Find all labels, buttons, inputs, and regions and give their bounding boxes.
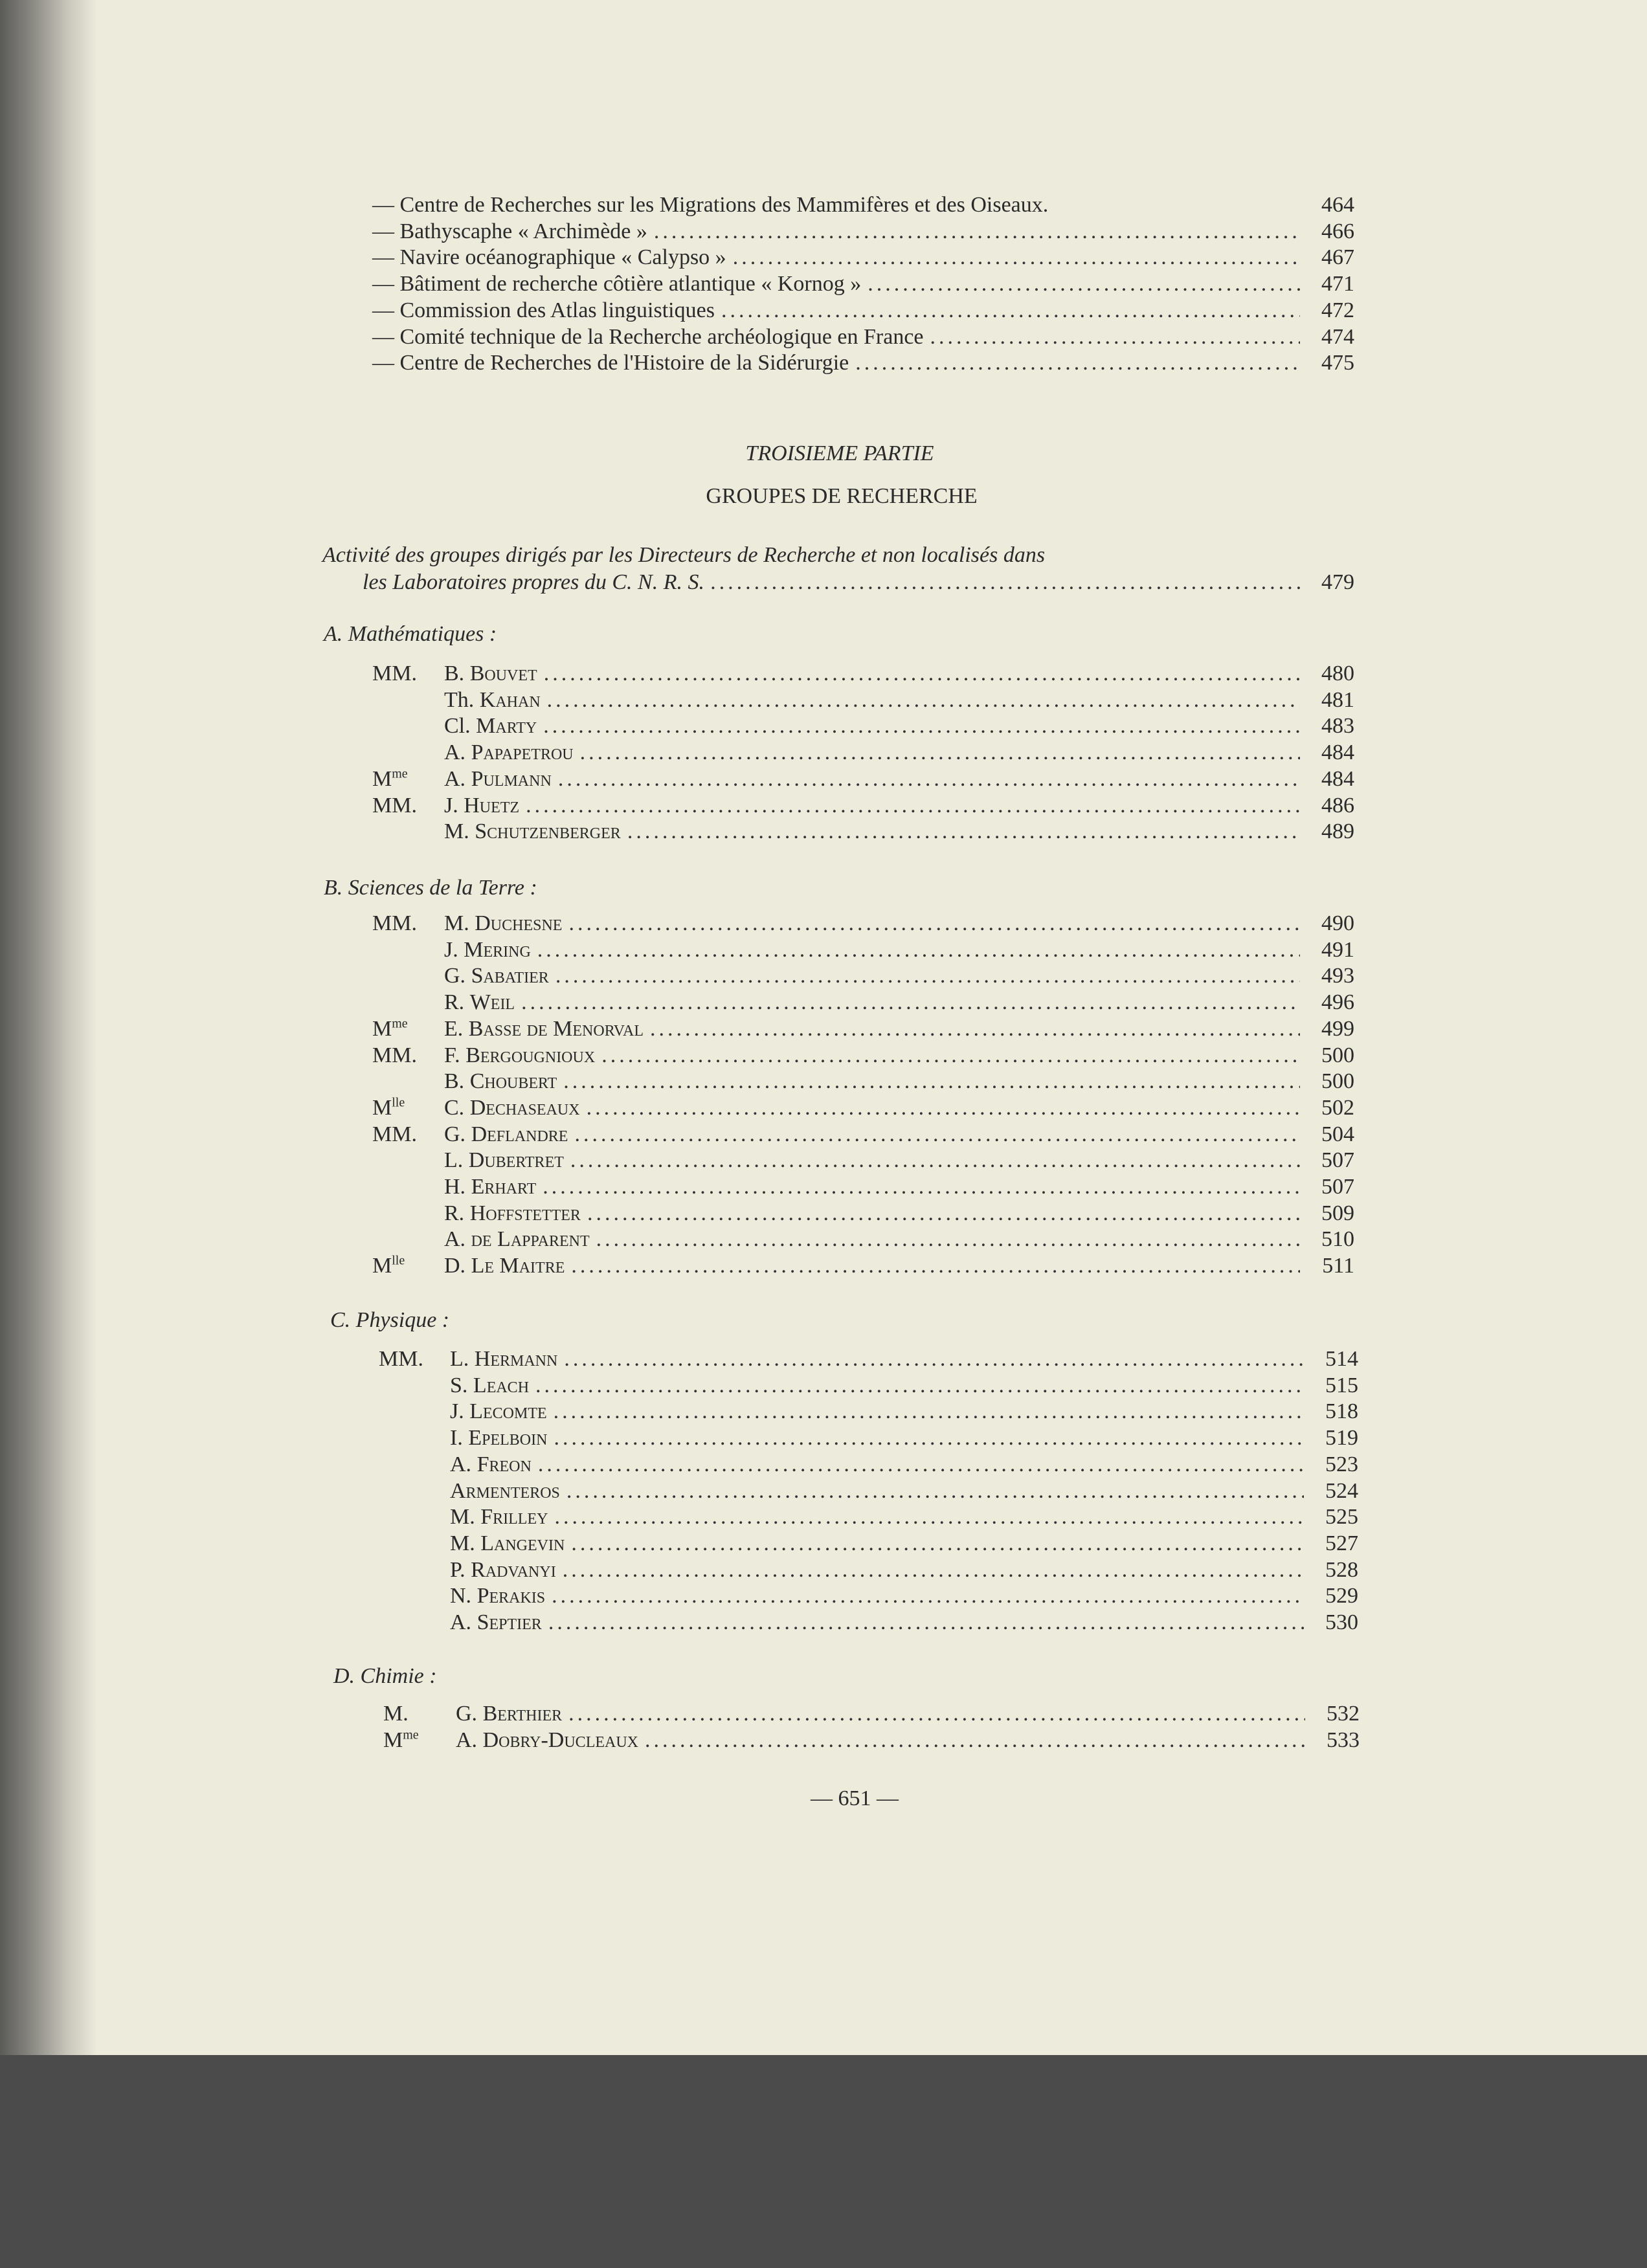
researcher-entry bbox=[372, 1227, 1354, 1253]
honorific-text: M bbox=[372, 1095, 392, 1120]
honorific-text: MM. bbox=[372, 911, 417, 935]
page-ref: 479 bbox=[1321, 570, 1354, 594]
researcher-entry bbox=[372, 1069, 1354, 1095]
toc-entry bbox=[372, 271, 1354, 298]
researcher-entry bbox=[379, 1504, 1358, 1531]
surname: Mering bbox=[464, 937, 531, 962]
page-number: — 651 — bbox=[811, 1786, 899, 1810]
initials: J. bbox=[450, 1399, 464, 1424]
honorific bbox=[372, 1016, 444, 1043]
initials: A. bbox=[450, 1452, 472, 1476]
researcher-name bbox=[444, 819, 621, 845]
leader-dots bbox=[535, 1373, 1304, 1399]
researcher-entry bbox=[379, 1452, 1358, 1478]
researcher-entry bbox=[379, 1557, 1358, 1584]
researcher-entry bbox=[372, 1148, 1354, 1174]
researcher-name bbox=[444, 713, 537, 740]
initials: Cl. bbox=[444, 714, 471, 739]
leader-dots bbox=[526, 793, 1300, 819]
researcher-entry bbox=[379, 1346, 1358, 1373]
entry-label: — Bathyscaphe « Archimède » bbox=[372, 219, 647, 243]
leader-dots bbox=[563, 1557, 1304, 1584]
intro-text: Activité des groupes dirigés par les Directeurs de Recherche et non localisés dans bbox=[322, 543, 1046, 567]
researcher-name bbox=[450, 1583, 545, 1610]
honorific-superscript: me bbox=[403, 1728, 419, 1742]
leader-dots bbox=[554, 1425, 1304, 1452]
honorific bbox=[372, 1253, 444, 1280]
surname: Leach bbox=[473, 1373, 530, 1397]
researcher-entry bbox=[379, 1583, 1358, 1610]
page-ref: 490 bbox=[1321, 911, 1354, 935]
page-ref: 483 bbox=[1321, 714, 1354, 739]
page-ref: 486 bbox=[1321, 793, 1354, 817]
researcher-name bbox=[450, 1399, 547, 1425]
surname: de Lapparent bbox=[471, 1227, 590, 1252]
page-ref: 480 bbox=[1321, 662, 1354, 685]
researcher-entry bbox=[372, 819, 1354, 845]
researcher-entry bbox=[379, 1399, 1358, 1425]
entry-label: — Comité technique de la Recherche archéologique en France bbox=[372, 324, 924, 349]
initials: M. bbox=[450, 1505, 475, 1529]
honorific-text: M bbox=[372, 1254, 392, 1278]
honorific bbox=[372, 1122, 444, 1148]
researcher-entry bbox=[379, 1610, 1358, 1636]
researcher-entry bbox=[372, 1253, 1354, 1280]
researcher-name bbox=[450, 1531, 565, 1557]
initials: R. bbox=[444, 990, 465, 1015]
researcher-name bbox=[444, 1069, 557, 1095]
initials: G. bbox=[444, 964, 466, 988]
honorific bbox=[383, 1728, 456, 1754]
researcher-name bbox=[444, 1227, 590, 1253]
researcher-name bbox=[450, 1373, 529, 1399]
leader-dots bbox=[645, 1728, 1305, 1754]
surname: Dobry-Ducleaux bbox=[482, 1728, 639, 1752]
honorific-superscript: me bbox=[392, 1016, 408, 1031]
initials: A. bbox=[450, 1610, 472, 1634]
initials: A. bbox=[444, 740, 466, 765]
researcher-name bbox=[444, 937, 531, 964]
researcher-name bbox=[444, 1043, 595, 1069]
leader-dots bbox=[654, 219, 1300, 245]
page-ref: 464 bbox=[1321, 193, 1354, 217]
honorific-text: MM. bbox=[372, 1043, 417, 1067]
researcher-entry bbox=[372, 1043, 1354, 1069]
surname: Duchesne bbox=[475, 911, 563, 935]
researcher-entry bbox=[372, 990, 1354, 1016]
researcher-name bbox=[450, 1478, 560, 1505]
researcher-name bbox=[450, 1504, 548, 1531]
researcher-name bbox=[444, 1016, 644, 1043]
researcher-name bbox=[444, 1095, 580, 1122]
entry-label: — Centre de Recherches sur les Migrations des Mammifères et des Oiseaux. bbox=[372, 193, 1049, 217]
surname: Schutzenberger bbox=[475, 819, 621, 844]
initials: Th. bbox=[444, 687, 475, 712]
researcher-name bbox=[444, 990, 515, 1016]
toc-entry bbox=[372, 245, 1354, 271]
initials: A. bbox=[444, 1227, 466, 1252]
intro-text: les Laboratoires propres du C. N. R. S. bbox=[363, 570, 704, 594]
surname: Basse de Menorval bbox=[468, 1016, 644, 1041]
researcher-entry bbox=[379, 1373, 1358, 1399]
researcher-name bbox=[456, 1728, 638, 1754]
page-ref: 528 bbox=[1325, 1557, 1358, 1582]
leader-dots bbox=[538, 1452, 1304, 1478]
initials: M. bbox=[450, 1531, 475, 1555]
initials: N. bbox=[450, 1584, 472, 1608]
page-ref: 527 bbox=[1325, 1531, 1358, 1555]
researcher-name bbox=[450, 1425, 547, 1452]
surname: Langevin bbox=[480, 1531, 565, 1555]
researcher-name bbox=[450, 1452, 532, 1478]
honorific bbox=[372, 661, 444, 687]
page-ref: 504 bbox=[1321, 1122, 1354, 1146]
honorific-text: MM. bbox=[372, 1122, 417, 1146]
initials: S. bbox=[450, 1373, 468, 1397]
section-heading: A. Mathématiques : bbox=[324, 622, 497, 646]
surname: Lecomte bbox=[469, 1399, 547, 1424]
honorific bbox=[372, 911, 444, 937]
researcher-entry bbox=[372, 793, 1354, 819]
entry-label: — Navire océanographique « Calypso » bbox=[372, 245, 726, 270]
researcher-entry bbox=[372, 661, 1354, 687]
surname: Hoffstetter bbox=[469, 1201, 581, 1225]
page-ref: 489 bbox=[1321, 819, 1354, 844]
initials: A. bbox=[456, 1728, 478, 1752]
leader-dots bbox=[568, 1701, 1305, 1728]
book-binding-shadow bbox=[0, 0, 97, 2055]
page-ref: 472 bbox=[1321, 298, 1354, 322]
leader-dots bbox=[733, 245, 1300, 271]
surname: Choubert bbox=[469, 1069, 557, 1094]
initials: E. bbox=[444, 1016, 464, 1041]
leader-dots bbox=[552, 1583, 1304, 1610]
page-ref: 509 bbox=[1321, 1201, 1354, 1225]
initials: M. bbox=[444, 819, 469, 844]
leader-dots bbox=[547, 687, 1300, 714]
leader-dots bbox=[568, 911, 1300, 937]
initials: H. bbox=[444, 1175, 466, 1199]
page-ref: 466 bbox=[1321, 219, 1354, 243]
researcher-name bbox=[444, 911, 562, 937]
researcher-entry bbox=[372, 1095, 1354, 1122]
page-ref: 507 bbox=[1321, 1148, 1354, 1173]
researcher-entry bbox=[372, 963, 1354, 990]
leader-dots bbox=[521, 990, 1300, 1016]
honorific bbox=[383, 1701, 456, 1728]
surname: Sabatier bbox=[471, 964, 549, 988]
leader-dots bbox=[711, 570, 1300, 596]
initials: M. bbox=[444, 911, 469, 935]
honorific-superscript: me bbox=[392, 766, 408, 781]
page-ref: 502 bbox=[1321, 1095, 1354, 1120]
leader-dots bbox=[930, 324, 1300, 351]
part-subtitle: GROUPES DE RECHERCHE bbox=[706, 484, 978, 508]
toc-entry bbox=[372, 219, 1354, 245]
surname: Hermann bbox=[474, 1347, 558, 1371]
researcher-name bbox=[444, 1174, 536, 1201]
surname: Kahan bbox=[479, 687, 541, 712]
surname: Erhart bbox=[471, 1175, 537, 1199]
honorific-superscript: lle bbox=[392, 1095, 405, 1110]
researcher-entry bbox=[372, 1201, 1354, 1227]
initials: C. bbox=[444, 1095, 465, 1120]
researcher-name bbox=[456, 1701, 562, 1728]
page-ref: 507 bbox=[1321, 1175, 1354, 1199]
surname: Septier bbox=[476, 1610, 542, 1634]
page-ref: 511 bbox=[1322, 1254, 1354, 1278]
leader-dots bbox=[571, 1253, 1300, 1280]
leader-dots bbox=[721, 298, 1300, 324]
page-ref: 475 bbox=[1321, 351, 1354, 375]
researcher-entry bbox=[372, 1016, 1354, 1043]
surname: Papapetrou bbox=[471, 740, 574, 765]
researcher-entry bbox=[372, 766, 1354, 793]
page-ref: 481 bbox=[1321, 687, 1354, 712]
initials: B. bbox=[444, 1069, 465, 1094]
honorific bbox=[372, 766, 444, 793]
honorific-text: MM. bbox=[379, 1347, 423, 1371]
leader-dots bbox=[554, 1504, 1304, 1531]
initials: G. bbox=[456, 1702, 478, 1726]
initials: L. bbox=[444, 1148, 464, 1173]
honorific-text: M bbox=[383, 1728, 403, 1752]
surname: Marty bbox=[476, 714, 537, 739]
researcher-entry bbox=[383, 1728, 1360, 1754]
page-ref: 523 bbox=[1325, 1452, 1358, 1476]
surname: Pulmann bbox=[471, 766, 552, 791]
surname: Deflandre bbox=[471, 1122, 568, 1146]
researcher-name bbox=[444, 687, 541, 714]
researcher-entry bbox=[372, 687, 1354, 714]
toc-entry bbox=[372, 324, 1354, 351]
initials: P. bbox=[450, 1557, 465, 1582]
honorific bbox=[372, 1095, 444, 1122]
surname: Frilley bbox=[480, 1505, 548, 1529]
page-ref: 514 bbox=[1325, 1347, 1358, 1371]
leader-dots bbox=[544, 661, 1300, 687]
page-ref: 493 bbox=[1321, 964, 1354, 988]
page-ref: 510 bbox=[1321, 1227, 1354, 1252]
researcher-name bbox=[444, 1253, 565, 1280]
researcher-name bbox=[444, 1122, 568, 1148]
surname: Epelboin bbox=[468, 1426, 548, 1451]
leader-dots bbox=[537, 937, 1300, 964]
surname: Weil bbox=[469, 990, 515, 1015]
leader-dots bbox=[566, 1478, 1304, 1505]
researcher-name bbox=[444, 793, 519, 819]
researcher-entry bbox=[372, 713, 1354, 740]
leader-dots bbox=[855, 350, 1300, 377]
leader-dots bbox=[555, 963, 1300, 990]
leader-dots bbox=[564, 1346, 1304, 1373]
page-ref: 474 bbox=[1321, 324, 1354, 349]
leader-dots bbox=[571, 1531, 1304, 1557]
page-ref: 500 bbox=[1321, 1043, 1354, 1067]
honorific-text: M. bbox=[383, 1702, 409, 1726]
surname: Berthier bbox=[482, 1702, 563, 1726]
leader-dots bbox=[587, 1201, 1300, 1227]
researcher-name bbox=[444, 766, 552, 793]
page-ref: 467 bbox=[1321, 245, 1354, 270]
surname: Bouvet bbox=[469, 662, 537, 685]
researcher-entry bbox=[372, 1174, 1354, 1201]
section-heading: B. Sciences de la Terre : bbox=[324, 876, 537, 900]
leader-dots bbox=[543, 1174, 1300, 1201]
toc-entry bbox=[372, 298, 1354, 324]
toc-entry bbox=[372, 192, 1354, 219]
surname: Armenteros bbox=[450, 1478, 560, 1503]
leader-dots bbox=[570, 1148, 1300, 1174]
page-ref: 500 bbox=[1321, 1069, 1354, 1094]
honorific-text: M bbox=[372, 766, 392, 791]
page-ref: 524 bbox=[1325, 1478, 1358, 1503]
surname: Huetz bbox=[464, 793, 520, 817]
surname: Bergougnioux bbox=[465, 1043, 596, 1067]
researcher-name bbox=[450, 1346, 557, 1373]
initials: A. bbox=[444, 766, 466, 791]
researcher-entry bbox=[372, 911, 1354, 937]
leader-dots bbox=[574, 1122, 1300, 1148]
researcher-entry bbox=[379, 1531, 1358, 1557]
researcher-entry bbox=[379, 1478, 1358, 1505]
surname: Radvanyi bbox=[471, 1557, 556, 1582]
leader-dots bbox=[868, 271, 1300, 298]
surname: Dubertret bbox=[468, 1148, 564, 1173]
intro-line-2 bbox=[363, 570, 1354, 596]
honorific-text: MM. bbox=[372, 662, 417, 685]
leader-dots bbox=[650, 1016, 1300, 1043]
toc-entry bbox=[372, 350, 1354, 377]
initials: G. bbox=[444, 1122, 466, 1146]
part-title: TROISIEME PARTIE bbox=[745, 441, 934, 465]
page-ref: 496 bbox=[1321, 990, 1354, 1015]
page-ref: 525 bbox=[1325, 1505, 1358, 1529]
page-ref: 533 bbox=[1327, 1728, 1360, 1752]
page-ref: 499 bbox=[1321, 1016, 1354, 1041]
researcher-entry bbox=[372, 937, 1354, 964]
page-ref: 519 bbox=[1325, 1426, 1358, 1451]
entry-label: — Centre de Recherches de l'Histoire de la Sidérurgie bbox=[372, 351, 849, 375]
leader-dots bbox=[548, 1610, 1304, 1636]
honorific-superscript: lle bbox=[392, 1253, 405, 1268]
leader-dots bbox=[554, 1399, 1304, 1425]
researcher-entry bbox=[372, 740, 1354, 766]
page-ref: 529 bbox=[1325, 1584, 1358, 1608]
surname: Dechaseaux bbox=[469, 1095, 580, 1120]
researcher-name bbox=[444, 1201, 581, 1227]
page-ref: 518 bbox=[1325, 1399, 1358, 1424]
researcher-name bbox=[444, 963, 549, 990]
initials: L. bbox=[450, 1347, 469, 1371]
initials: F. bbox=[444, 1043, 460, 1067]
page-ref: 484 bbox=[1321, 740, 1354, 765]
page-ref: 530 bbox=[1325, 1610, 1358, 1634]
researcher-name bbox=[444, 740, 574, 766]
page-ref: 515 bbox=[1325, 1373, 1358, 1397]
researcher-name bbox=[444, 661, 537, 687]
surname: Le Maitre bbox=[471, 1254, 565, 1278]
page-ref: 484 bbox=[1321, 766, 1354, 791]
entry-label: — Bâtiment de recherche côtière atlantique « Kornog » bbox=[372, 272, 862, 296]
initials: D. bbox=[444, 1254, 466, 1278]
honorific-text: M bbox=[372, 1016, 392, 1041]
page-ref: 532 bbox=[1327, 1702, 1360, 1726]
leader-dots bbox=[601, 1043, 1300, 1069]
page-ref: 471 bbox=[1321, 272, 1354, 296]
honorific bbox=[379, 1346, 450, 1373]
leader-dots bbox=[587, 1095, 1300, 1122]
leader-dots bbox=[580, 740, 1300, 766]
researcher-name bbox=[450, 1610, 542, 1636]
honorific bbox=[372, 1043, 444, 1069]
initials: R. bbox=[444, 1201, 465, 1225]
initials: J. bbox=[444, 793, 458, 817]
honorific-text: MM. bbox=[372, 793, 417, 817]
researcher-name bbox=[450, 1557, 556, 1584]
section-heading: D. Chimie : bbox=[333, 1664, 437, 1688]
entry-label: — Commission des Atlas linguistiques bbox=[372, 298, 715, 322]
leader-dots bbox=[543, 713, 1300, 740]
leader-dots bbox=[596, 1227, 1300, 1253]
initials: J. bbox=[444, 937, 458, 962]
surname: Freon bbox=[476, 1452, 532, 1476]
honorific bbox=[372, 793, 444, 819]
intro-line-1 bbox=[322, 542, 1358, 569]
initials: B. bbox=[444, 662, 465, 685]
researcher-entry bbox=[372, 1122, 1354, 1148]
page-ref: 491 bbox=[1321, 937, 1354, 962]
researcher-name bbox=[444, 1148, 564, 1174]
surname: Perakis bbox=[476, 1584, 546, 1608]
leader-dots bbox=[627, 819, 1300, 845]
leader-dots bbox=[558, 766, 1300, 793]
researcher-entry bbox=[379, 1425, 1358, 1452]
section-heading: C. Physique : bbox=[330, 1308, 450, 1332]
initials: I. bbox=[450, 1426, 463, 1451]
researcher-entry bbox=[383, 1701, 1360, 1728]
leader-dots bbox=[563, 1069, 1300, 1095]
